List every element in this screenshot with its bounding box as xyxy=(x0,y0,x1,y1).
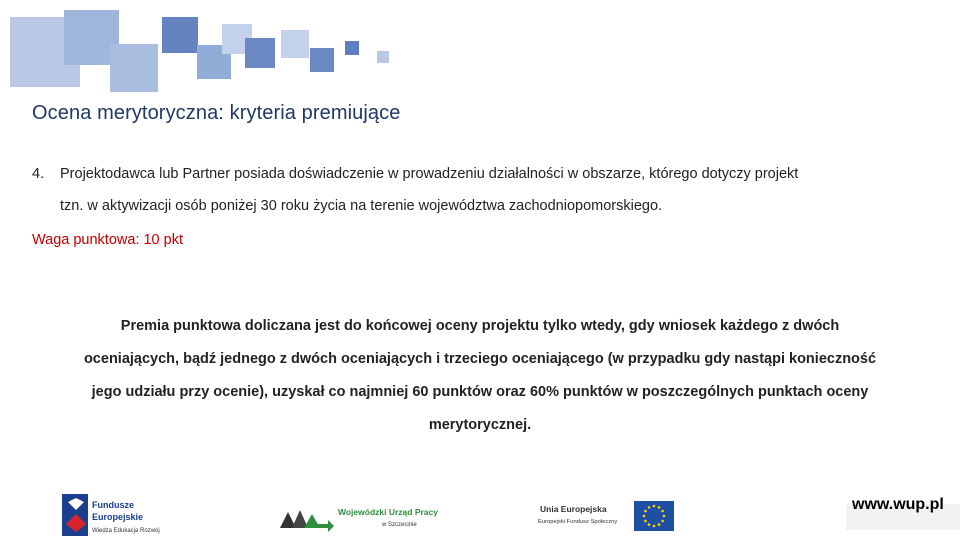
criterion-number: 4. xyxy=(32,166,45,182)
website-link[interactable]: www.wup.pl xyxy=(852,496,944,513)
premia-line: merytorycznej. xyxy=(428,417,532,433)
square xyxy=(162,17,198,53)
slide-title: Ocena merytoryczna: kryteria premiujące xyxy=(32,102,401,124)
logo-ue-line2: Europejski Fundusz Społeczny xyxy=(538,519,618,525)
logo-fe-line1: Fundusze xyxy=(92,500,134,510)
square xyxy=(110,44,158,92)
footer-logos xyxy=(0,490,960,540)
weight-label: Waga punktowa: 10 pkt xyxy=(32,232,183,248)
square xyxy=(245,38,275,68)
logo-fe-line2: Europejskie xyxy=(92,512,144,522)
premia-paragraph xyxy=(50,310,910,442)
logo-fe-line3: Wiedza Edukacja Rozwój xyxy=(92,528,160,534)
premia-line: jego udziału przy ocenie), uzyskał co najmniej 60 punktów oraz 60% punktów w poszczególnych punktach oceny xyxy=(91,384,869,400)
logo-ue-line1: Unia Europejska xyxy=(540,504,607,514)
fundusze-europejskie-logo xyxy=(62,494,192,536)
wup-logo xyxy=(278,498,448,534)
ue-logo xyxy=(536,498,686,534)
logo-wup-line1: Wojewódzki Urząd Pracy xyxy=(338,507,438,517)
square xyxy=(345,41,359,55)
square xyxy=(377,51,389,63)
square xyxy=(281,30,309,58)
premia-line: oceniających, bądź jednego z dwóch oceniających i trzeciego oceniającego (w przypadku gdy nastąpi konieczność xyxy=(83,351,877,367)
logo-wup-line2: w Szczecinie xyxy=(382,522,417,528)
premia-line: Premia punktowa doliczana jest do końcowej oceny projektu tylko wtedy, gdy wniosek każdego z dwóch xyxy=(120,318,840,334)
criterion-line: tzn. w aktywizacji osób poniżej 30 roku życia na terenie województwa zachodniopomorskiego. xyxy=(60,198,663,214)
criterion xyxy=(32,158,932,222)
criterion-line: Projektodawca lub Partner posiada doświadczenie w prowadzeniu działalności w obszarze, którego dotyczy projekt xyxy=(60,166,799,182)
square xyxy=(310,48,334,72)
